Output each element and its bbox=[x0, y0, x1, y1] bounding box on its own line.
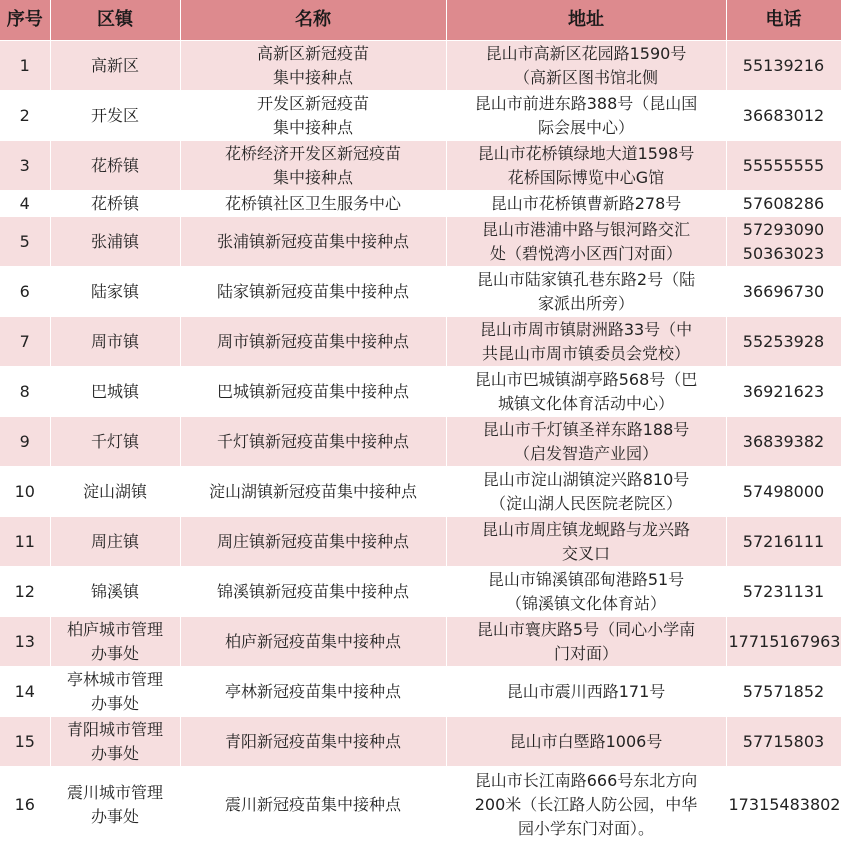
cell-address bbox=[446, 367, 726, 417]
cell-no: 12 bbox=[0, 567, 50, 617]
cell-name-line: 集中接种点 bbox=[272, 117, 353, 137]
cell-address bbox=[446, 717, 726, 767]
cell-address-line: 昆山市千灯镇圣祥东路188号 bbox=[482, 419, 690, 439]
cell-address-line: 交叉口 bbox=[561, 543, 610, 563]
cell-district bbox=[50, 767, 180, 843]
cell-address-line: 昆山市寰庆路5号（同心小学南 bbox=[476, 619, 696, 639]
table-row bbox=[0, 667, 841, 717]
cell-district bbox=[50, 41, 180, 91]
cell-address-line: （高新区图书馆北侧 bbox=[513, 67, 658, 87]
cell-name bbox=[180, 367, 446, 417]
header-row bbox=[0, 0, 841, 41]
cell-address bbox=[446, 317, 726, 367]
cell-phone-line: 36839382 bbox=[742, 431, 825, 451]
cell-name-line: 花桥镇社区卫生服务中心 bbox=[224, 193, 401, 213]
cell-no: 11 bbox=[0, 517, 50, 567]
cell-district bbox=[50, 217, 180, 267]
cell-name-line: 陆家镇新冠疫苗集中接种点 bbox=[216, 281, 409, 301]
cell-district bbox=[50, 567, 180, 617]
cell-district-line: 高新区 bbox=[90, 55, 139, 75]
cell-phone bbox=[726, 317, 841, 367]
cell-district bbox=[50, 717, 180, 767]
cell-district-line: 办事处 bbox=[90, 643, 139, 663]
cell-address-line: 昆山市周庄镇龙蚬路与龙兴路 bbox=[481, 519, 690, 539]
cell-phone-line: 36696730 bbox=[742, 281, 825, 301]
table-row bbox=[0, 267, 841, 317]
cell-name-line: 花桥经济开发区新冠疫苗 bbox=[224, 143, 401, 163]
cell-address-line: 昆山市淀山湖镇淀兴路810号 bbox=[482, 469, 690, 489]
cell-district-line: 花桥镇 bbox=[90, 155, 139, 175]
cell-no: 7 bbox=[0, 317, 50, 367]
cell-district bbox=[50, 267, 180, 317]
header-phone: 电话 bbox=[726, 0, 841, 41]
cell-name bbox=[180, 467, 446, 517]
cell-address-line: 际会展中心） bbox=[537, 117, 634, 137]
cell-phone-line: 17315483802 bbox=[728, 794, 841, 814]
cell-address-line: 昆山市高新区花园路1590号 bbox=[485, 43, 687, 63]
cell-name bbox=[180, 191, 446, 217]
cell-phone-line: 57231131 bbox=[742, 581, 825, 601]
cell-phone bbox=[726, 467, 841, 517]
cell-phone-line: 57715803 bbox=[742, 731, 825, 751]
cell-no: 8 bbox=[0, 367, 50, 417]
cell-address-line: 家派出所旁） bbox=[537, 293, 634, 313]
cell-name-line: 锦溪镇新冠疫苗集中接种点 bbox=[216, 581, 409, 601]
table-row bbox=[0, 717, 841, 767]
cell-address-line: 昆山市前进东路388号（昆山国 bbox=[474, 93, 698, 113]
cell-address bbox=[446, 467, 726, 517]
cell-address-line: （淀山湖人民医院老院区） bbox=[489, 493, 682, 513]
cell-phone bbox=[726, 417, 841, 467]
cell-address-line: 昆山市白塈路1006号 bbox=[509, 731, 663, 751]
cell-district-line: 周庄镇 bbox=[90, 531, 139, 551]
cell-district-line: 巴城镇 bbox=[90, 381, 139, 401]
cell-address bbox=[446, 767, 726, 843]
cell-name-line: 集中接种点 bbox=[272, 67, 353, 87]
cell-district-line: 办事处 bbox=[90, 806, 139, 826]
cell-no: 10 bbox=[0, 467, 50, 517]
cell-district-line: 淀山湖镇 bbox=[82, 481, 147, 501]
cell-phone-line: 55139216 bbox=[742, 55, 825, 75]
header-address: 地址 bbox=[446, 0, 726, 41]
cell-address-line: 处（碧悦湾小区西门对面） bbox=[489, 243, 682, 263]
cell-district-line: 办事处 bbox=[90, 693, 139, 713]
cell-name-line: 千灯镇新冠疫苗集中接种点 bbox=[216, 431, 409, 451]
table-row bbox=[0, 517, 841, 567]
cell-address-line: （启发智造产业园） bbox=[513, 443, 658, 463]
table-row bbox=[0, 141, 841, 191]
cell-district-line: 办事处 bbox=[90, 743, 139, 763]
cell-phone bbox=[726, 191, 841, 217]
cell-name-line: 青阳新冠疫苗集中接种点 bbox=[224, 731, 401, 751]
cell-district-line: 锦溪镇 bbox=[90, 581, 139, 601]
cell-district bbox=[50, 317, 180, 367]
cell-no: 13 bbox=[0, 617, 50, 667]
cell-phone-line: 36921623 bbox=[742, 381, 825, 401]
table-row bbox=[0, 467, 841, 517]
cell-no: 3 bbox=[0, 141, 50, 191]
table-row bbox=[0, 41, 841, 91]
cell-phone bbox=[726, 267, 841, 317]
cell-name-line: 高新区新冠疫苗 bbox=[256, 43, 369, 63]
cell-district-line: 青阳城市管理 bbox=[66, 719, 163, 739]
cell-name bbox=[180, 217, 446, 267]
cell-name bbox=[180, 417, 446, 467]
cell-name bbox=[180, 617, 446, 667]
cell-name bbox=[180, 717, 446, 767]
cell-phone-line: 57293090 bbox=[742, 219, 825, 239]
cell-no: 1 bbox=[0, 41, 50, 91]
cell-address-line: 昆山市震川西路171号 bbox=[506, 681, 666, 701]
cell-name bbox=[180, 91, 446, 141]
cell-address-line: 花桥国际博览中心G馆 bbox=[507, 167, 665, 187]
cell-district-line: 柏庐城市管理 bbox=[66, 619, 163, 639]
cell-no: 6 bbox=[0, 267, 50, 317]
cell-address bbox=[446, 617, 726, 667]
cell-name bbox=[180, 267, 446, 317]
cell-address-line: 昆山市锦溪镇邵甸港路51号 bbox=[487, 569, 685, 589]
table-row bbox=[0, 91, 841, 141]
cell-name-line: 张浦镇新冠疫苗集中接种点 bbox=[216, 231, 409, 251]
cell-district bbox=[50, 467, 180, 517]
cell-address-line: 共昆山市周市镇委员会党校） bbox=[481, 343, 690, 363]
cell-phone-line: 50363023 bbox=[742, 243, 825, 263]
table-row bbox=[0, 767, 841, 843]
cell-district bbox=[50, 91, 180, 141]
cell-address bbox=[446, 141, 726, 191]
cell-address-line: 城镇文化体育活动中心） bbox=[497, 393, 674, 413]
cell-phone bbox=[726, 141, 841, 191]
cell-address-line: 昆山市巴城镇湖亭路568号（巴 bbox=[474, 369, 698, 389]
cell-phone-line: 55253928 bbox=[742, 331, 825, 351]
cell-name-line: 周庄镇新冠疫苗集中接种点 bbox=[216, 531, 409, 551]
cell-name-line: 巴城镇新冠疫苗集中接种点 bbox=[216, 381, 409, 401]
cell-district-line: 花桥镇 bbox=[90, 193, 139, 213]
cell-address-line: 昆山市花桥镇曹新路278号 bbox=[490, 193, 682, 213]
cell-district-line: 开发区 bbox=[90, 105, 139, 125]
cell-name bbox=[180, 767, 446, 843]
table-row bbox=[0, 567, 841, 617]
cell-address bbox=[446, 417, 726, 467]
cell-name-line: 震川新冠疫苗集中接种点 bbox=[224, 794, 401, 814]
cell-no: 9 bbox=[0, 417, 50, 467]
cell-address bbox=[446, 567, 726, 617]
cell-phone bbox=[726, 717, 841, 767]
cell-phone-line: 57571852 bbox=[742, 681, 825, 701]
cell-address-line: 昆山市陆家镇孔巷东路2号（陆 bbox=[476, 269, 696, 289]
cell-district bbox=[50, 191, 180, 217]
table-row bbox=[0, 317, 841, 367]
cell-phone bbox=[726, 91, 841, 141]
cell-name-line: 集中接种点 bbox=[272, 167, 353, 187]
cell-no: 5 bbox=[0, 217, 50, 267]
cell-name bbox=[180, 141, 446, 191]
cell-district bbox=[50, 417, 180, 467]
cell-name bbox=[180, 517, 446, 567]
cell-district bbox=[50, 617, 180, 667]
cell-address bbox=[446, 217, 726, 267]
cell-address bbox=[446, 41, 726, 91]
cell-address-line: （锦溪镇文化体育站） bbox=[505, 593, 666, 613]
cell-no: 16 bbox=[0, 767, 50, 843]
cell-district bbox=[50, 367, 180, 417]
cell-address-line: 门对面） bbox=[553, 643, 618, 663]
cell-address bbox=[446, 191, 726, 217]
cell-district-line: 千灯镇 bbox=[90, 431, 139, 451]
cell-district-line: 周市镇 bbox=[90, 331, 139, 351]
cell-address-line: 昆山市周市镇尉洲路33号（中 bbox=[479, 319, 693, 339]
cell-name-line: 周市镇新冠疫苗集中接种点 bbox=[216, 331, 409, 351]
table-row bbox=[0, 217, 841, 267]
cell-phone bbox=[726, 667, 841, 717]
cell-phone-line: 36683012 bbox=[742, 105, 825, 125]
cell-district bbox=[50, 667, 180, 717]
cell-phone bbox=[726, 617, 841, 667]
cell-name-line: 亭林新冠疫苗集中接种点 bbox=[224, 681, 401, 701]
cell-no: 14 bbox=[0, 667, 50, 717]
cell-address bbox=[446, 91, 726, 141]
cell-name-line: 开发区新冠疫苗 bbox=[256, 93, 369, 113]
cell-address-line: 园小学东门对面）。 bbox=[517, 818, 654, 838]
cell-phone bbox=[726, 517, 841, 567]
cell-address-line: 昆山市花桥镇绿地大道1598号 bbox=[477, 143, 695, 163]
cell-phone bbox=[726, 41, 841, 91]
cell-name bbox=[180, 41, 446, 91]
cell-no: 15 bbox=[0, 717, 50, 767]
cell-phone-line: 57608286 bbox=[742, 193, 825, 213]
cell-no: 2 bbox=[0, 91, 50, 141]
cell-phone-line: 57498000 bbox=[742, 481, 825, 501]
cell-address bbox=[446, 267, 726, 317]
table-row bbox=[0, 191, 841, 217]
table-row bbox=[0, 367, 841, 417]
cell-phone bbox=[726, 217, 841, 267]
cell-district-line: 亭林城市管理 bbox=[66, 669, 163, 689]
cell-phone-line: 17715167963 bbox=[728, 631, 841, 651]
cell-phone bbox=[726, 767, 841, 843]
table-row bbox=[0, 617, 841, 667]
table-header bbox=[0, 0, 841, 41]
cell-district bbox=[50, 141, 180, 191]
cell-name-line: 淀山湖镇新冠疫苗集中接种点 bbox=[208, 481, 417, 501]
cell-address bbox=[446, 667, 726, 717]
cell-district-line: 张浦镇 bbox=[90, 231, 139, 251]
cell-name bbox=[180, 567, 446, 617]
cell-name bbox=[180, 317, 446, 367]
cell-address-line: 昆山市港浦中路与银河路交汇 bbox=[481, 219, 690, 239]
cell-address-line: 昆山市长江南路666号东北方向 bbox=[474, 770, 698, 790]
header-name: 名称 bbox=[180, 0, 446, 41]
cell-no: 4 bbox=[0, 191, 50, 217]
cell-phone bbox=[726, 367, 841, 417]
header-district: 区镇 bbox=[50, 0, 180, 41]
cell-name bbox=[180, 667, 446, 717]
cell-district-line: 震川城市管理 bbox=[66, 782, 163, 802]
table-body bbox=[0, 41, 841, 843]
cell-district-line: 陆家镇 bbox=[90, 281, 139, 301]
table-row bbox=[0, 417, 841, 467]
cell-district bbox=[50, 517, 180, 567]
cell-phone bbox=[726, 567, 841, 617]
cell-phone-line: 55555555 bbox=[742, 155, 825, 175]
cell-name-line: 柏庐新冠疫苗集中接种点 bbox=[224, 631, 401, 651]
cell-address-line: 200米（长江路人防公园，中华 bbox=[474, 794, 698, 814]
cell-address bbox=[446, 517, 726, 567]
cell-phone-line: 57216111 bbox=[742, 531, 825, 551]
header-no: 序号 bbox=[0, 0, 50, 41]
